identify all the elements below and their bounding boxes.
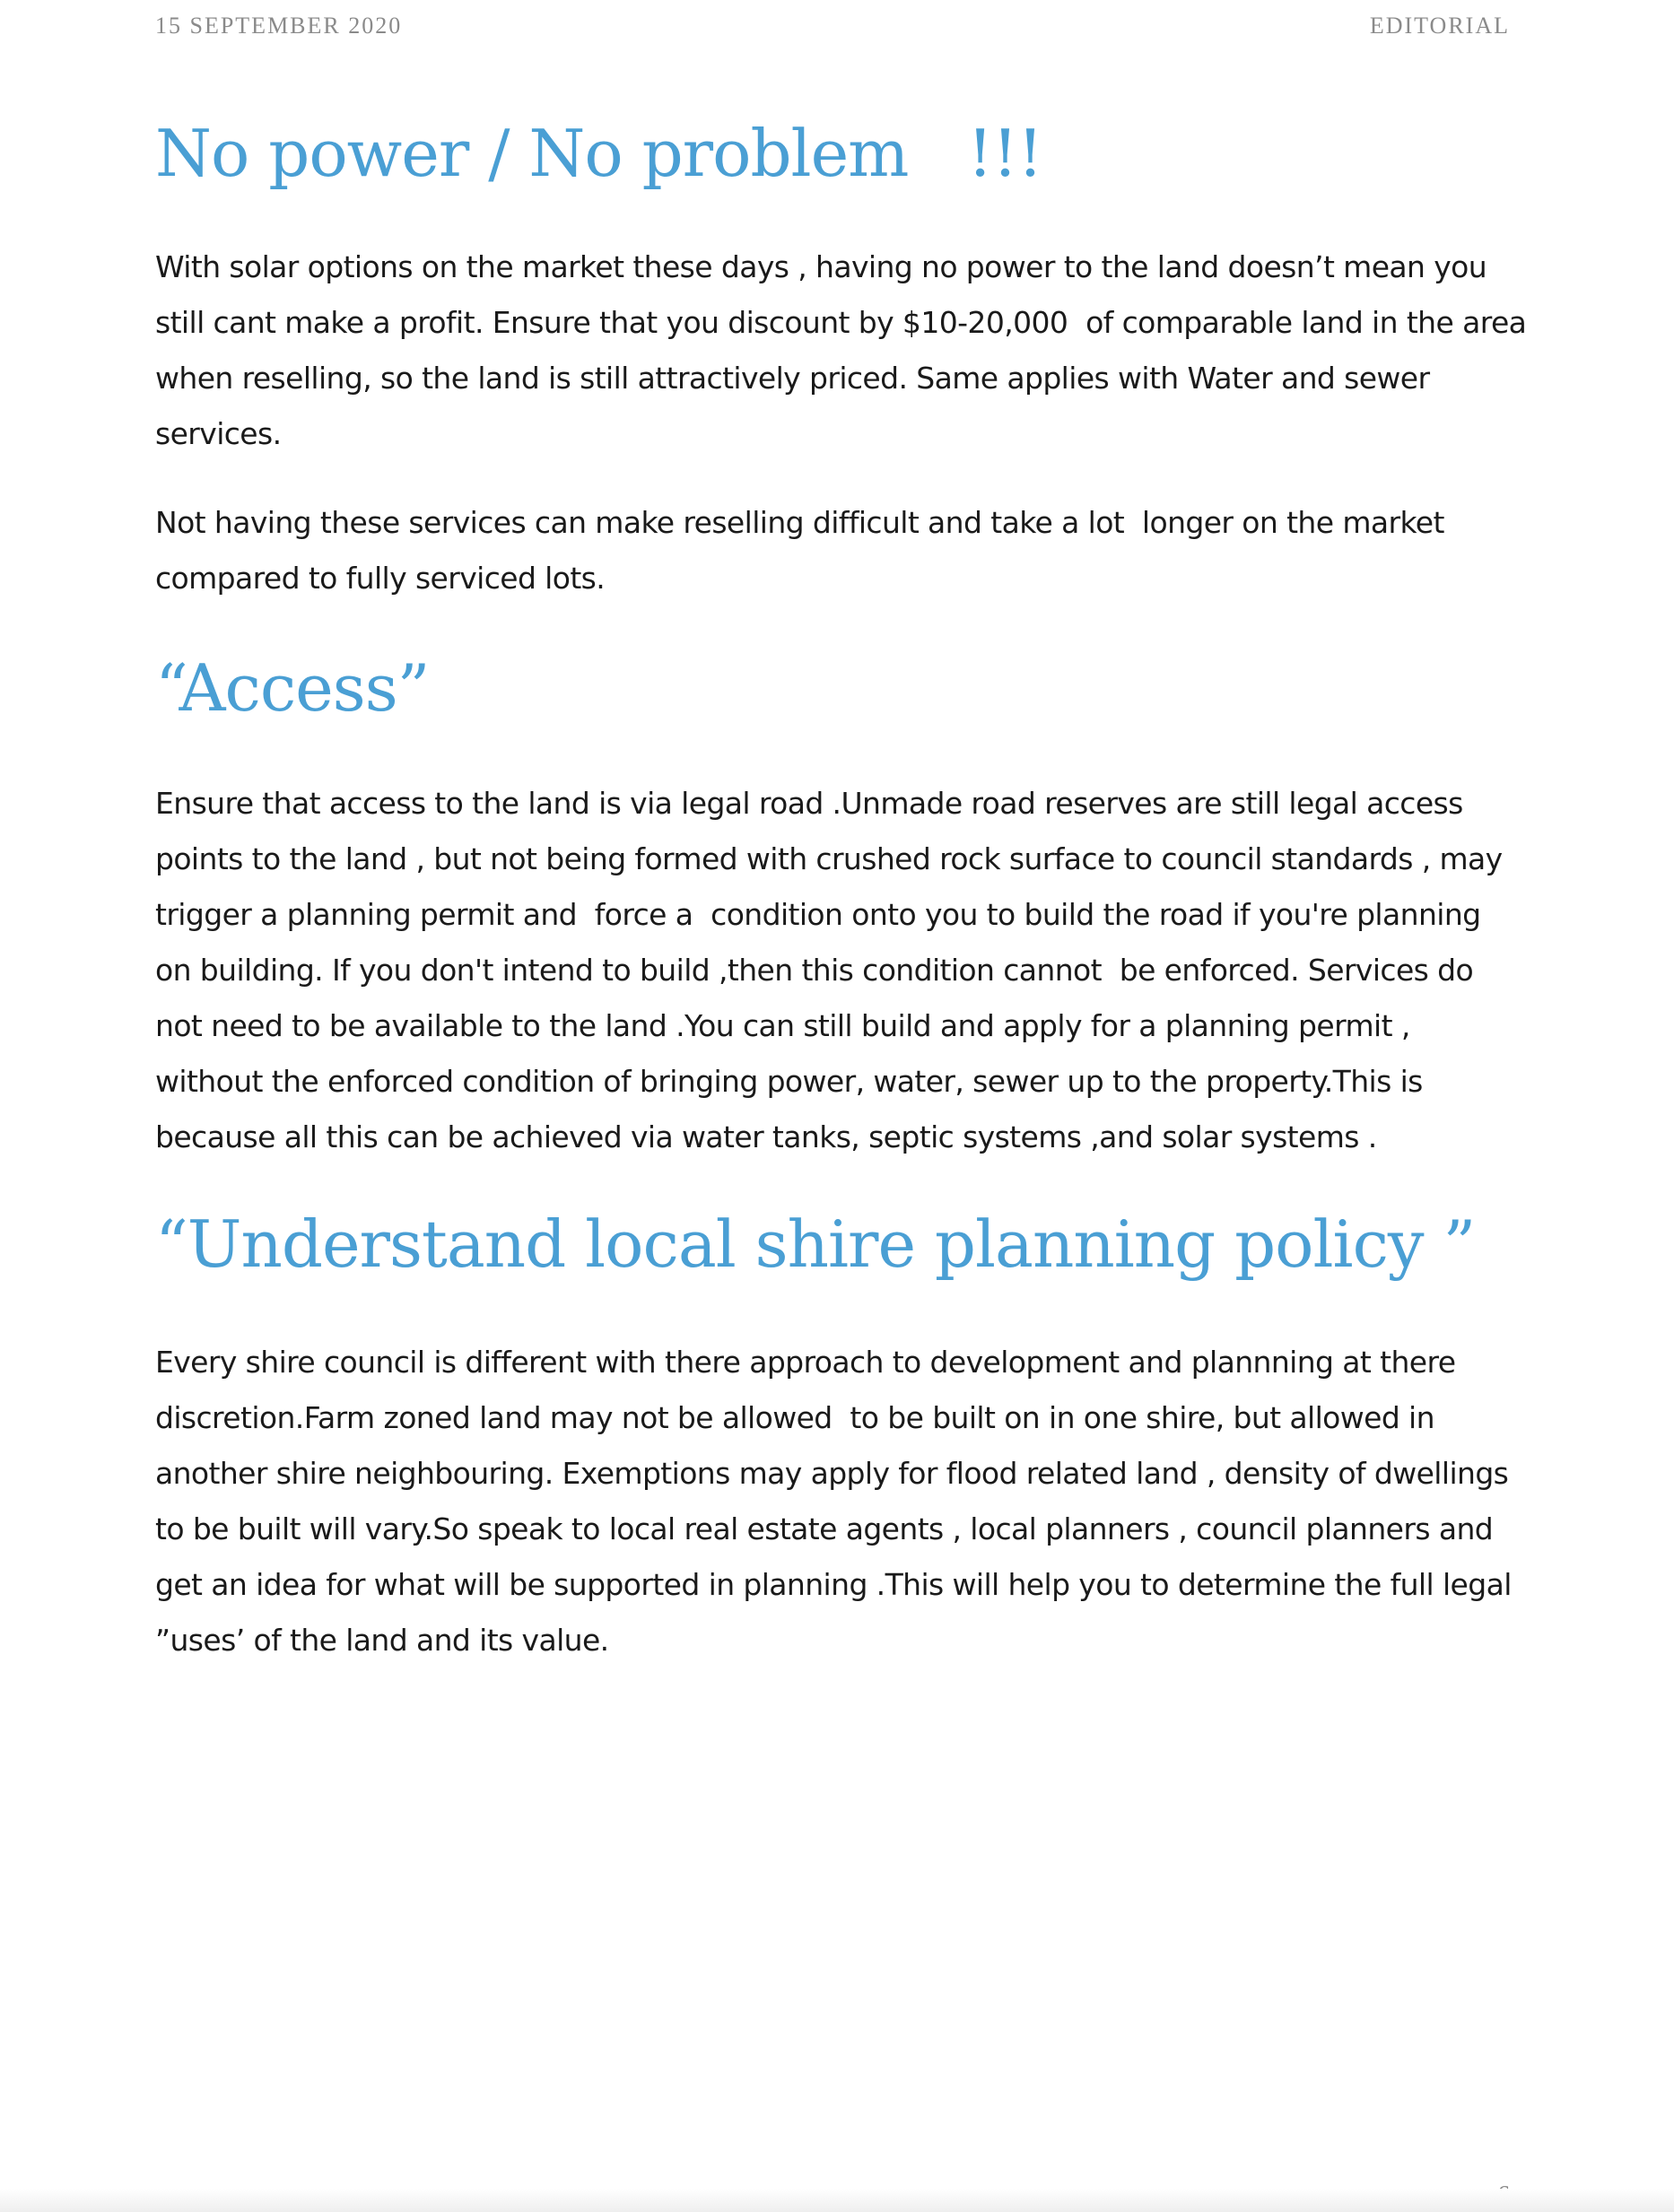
paragraph-line: With solar options on the market these days , having no power to the land doesn’t mean you <box>155 249 1487 284</box>
article-title: No power / No problem !!! <box>155 116 1042 191</box>
paragraph-line: when reselling, so the land is still attractively priced. Same applies with Water and sewer <box>155 361 1430 396</box>
paragraph-line: discretion.Farm zoned land may not be allowed to be built on in one shire, but allowed in <box>155 1400 1434 1435</box>
header-section: EDITORIAL <box>1369 13 1510 39</box>
paragraph-line: on building. If you don't intend to build ,then this condition cannot be enforced. Services do <box>155 953 1474 988</box>
paragraph-services <box>155 495 1514 606</box>
heading-planning-policy: “Understand local shire planning policy ” <box>155 1206 1476 1282</box>
paragraph-line: compared to fully serviced lots. <box>155 561 606 596</box>
heading-access: “Access” <box>155 650 430 726</box>
paragraph-line: points to the land , but not being formed with crushed rock surface to council standards , may <box>155 841 1503 876</box>
paragraph-line: Every shire council is different with there approach to development and plannning at there <box>155 1345 1456 1380</box>
page-bottom-edge <box>0 2189 1674 2212</box>
paragraph-line: get an idea for what will be supported in planning .This will help you to determine the full legal <box>155 1567 1512 1602</box>
paragraph-line: ”uses’ of the land and its value. <box>155 1623 609 1658</box>
header-date: 15 SEPTEMBER 2020 <box>155 13 403 39</box>
paragraph-line: because all this can be achieved via water tanks, septic systems ,and solar systems . <box>155 1119 1377 1154</box>
paragraph-line: Ensure that access to the land is via legal road .Unmade road reserves are still legal access <box>155 786 1463 821</box>
paragraph-line: services. <box>155 416 282 451</box>
paragraph-line: Not having these services can make reselling difficult and take a lot longer on the market <box>155 505 1444 540</box>
paragraph-line: without the enforced condition of bringing power, water, sewer up to the property.This is <box>155 1064 1423 1099</box>
paragraph-planning-policy <box>155 1335 1514 1668</box>
paragraph-line: not need to be available to the land .You can still build and apply for a planning permit , <box>155 1008 1410 1043</box>
paragraph-solar <box>155 239 1527 462</box>
paragraph-line: to be built will vary.So speak to local real estate agents , local planners , council planners and <box>155 1511 1494 1546</box>
paragraph-line: still cant make a profit. Ensure that you discount by $10-20,000 of comparable land in the area <box>155 305 1527 340</box>
paragraph-access <box>155 776 1514 1165</box>
running-header <box>155 13 1510 45</box>
paragraph-line: trigger a planning permit and force a condition onto you to build the road if you're planning <box>155 897 1481 932</box>
paragraph-line: another shire neighbouring. Exemptions may apply for flood related land , density of dwellings <box>155 1456 1509 1491</box>
